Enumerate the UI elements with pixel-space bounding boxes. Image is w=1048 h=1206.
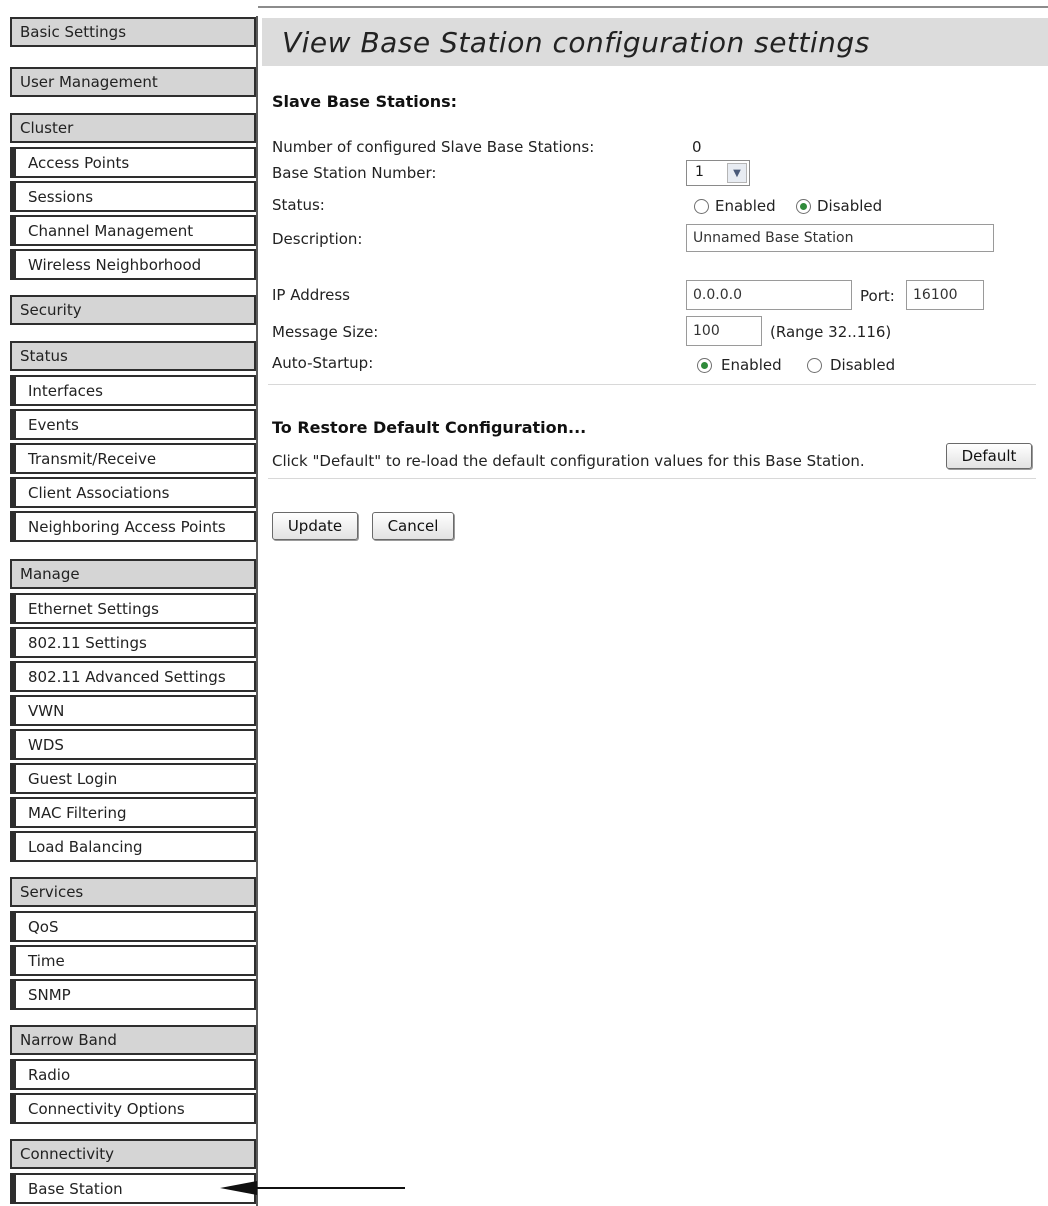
num-configured-label: Number of configured Slave Base Stations: <box>272 138 595 156</box>
sidebar-item-label: Security <box>20 301 82 319</box>
port-input[interactable]: 16100 <box>906 280 984 310</box>
sidebar-item-user-management[interactable] <box>10 67 256 97</box>
sidebar-item-label: Neighboring Access Points <box>28 517 226 536</box>
chevron-down-icon[interactable]: ▼ <box>727 163 747 183</box>
sidebar-item-neighboring-access-points[interactable] <box>10 511 256 542</box>
msg-size-label: Message Size: <box>272 323 379 341</box>
sidebar-item-802-11-settings[interactable] <box>10 627 256 658</box>
sidebar-item-ethernet-settings[interactable] <box>10 593 256 624</box>
update-button[interactable]: Update <box>272 512 358 540</box>
autostart-disabled-label: Disabled <box>830 356 896 374</box>
autostart-enabled-label: Enabled <box>721 356 782 374</box>
sidebar-item-manage[interactable] <box>10 559 256 589</box>
restore-text: Click "Default" to re-load the default configuration values for this Base Station. <box>272 452 865 470</box>
sidebar-item-label: Connectivity <box>20 1145 114 1163</box>
status-enabled-radio[interactable] <box>694 199 709 214</box>
sidebar-item-sessions[interactable] <box>10 181 256 212</box>
sidebar-item-radio[interactable] <box>10 1059 256 1090</box>
sidebar-item-services[interactable] <box>10 877 256 907</box>
sidebar-item-access-points[interactable] <box>10 147 256 178</box>
pointer-arrow-icon <box>215 1178 415 1198</box>
sidebar-item-label: Connectivity Options <box>28 1099 185 1118</box>
restore-header: To Restore Default Configuration... <box>272 418 587 437</box>
sidebar-nav <box>10 16 258 1206</box>
sidebar-item-narrow-band[interactable] <box>10 1025 256 1055</box>
sidebar-item-wireless-neighborhood[interactable] <box>10 249 256 280</box>
sidebar-item-wds[interactable] <box>10 729 256 760</box>
num-configured-value: 0 <box>692 138 702 156</box>
sidebar-item-label: Basic Settings <box>20 23 127 41</box>
msg-size-range: (Range 32..116) <box>770 323 892 341</box>
bs-number-label: Base Station Number: <box>272 164 437 182</box>
sidebar-item-cluster[interactable] <box>10 113 256 143</box>
sidebar-item-events[interactable] <box>10 409 256 440</box>
sidebar-item-label: SNMP <box>28 985 71 1004</box>
sidebar-item-label: Transmit/Receive <box>28 449 157 468</box>
sidebar-item-transmit-receive[interactable] <box>10 443 256 474</box>
status-label: Status: <box>272 196 325 214</box>
default-button[interactable]: Default <box>946 443 1032 469</box>
sidebar-item-label: Wireless Neighborhood <box>28 255 202 274</box>
sidebar-item-label: Time <box>28 951 65 970</box>
section-divider <box>268 384 1036 385</box>
port-label: Port: <box>860 287 895 305</box>
sidebar-item-label: 802.11 Settings <box>28 633 147 652</box>
sidebar-item-label: QoS <box>28 917 59 936</box>
sidebar-item-label: 802.11 Advanced Settings <box>28 667 226 686</box>
sidebar-item-label: Access Points <box>28 153 130 172</box>
sidebar-item-label: Narrow Band <box>20 1031 117 1049</box>
sidebar-item-label: MAC Filtering <box>28 803 127 822</box>
sidebar-item-mac-filtering[interactable] <box>10 797 256 828</box>
sidebar-item-security[interactable] <box>10 295 256 325</box>
sidebar-item-label: VWN <box>28 701 65 720</box>
status-disabled-radio[interactable] <box>796 199 811 214</box>
sidebar-item-label: Ethernet Settings <box>28 599 159 618</box>
page-title: View Base Station configuration settings <box>262 18 1048 66</box>
sidebar-item-connectivity-options[interactable] <box>10 1093 256 1124</box>
autostart-disabled-radio[interactable] <box>807 358 822 373</box>
description-label: Description: <box>272 230 363 248</box>
sidebar-item-802-11-advanced-settings[interactable] <box>10 661 256 692</box>
sidebar-item-status[interactable] <box>10 341 256 371</box>
sidebar-item-guest-login[interactable] <box>10 763 256 794</box>
sidebar-item-label: Status <box>20 347 68 365</box>
sidebar-item-label: WDS <box>28 735 64 754</box>
sidebar-item-connectivity[interactable] <box>10 1139 256 1169</box>
ip-address-input[interactable]: 0.0.0.0 <box>686 280 852 310</box>
description-input[interactable]: Unnamed Base Station <box>686 224 994 252</box>
bs-number-value: 1 <box>695 164 704 180</box>
bs-number-select[interactable] <box>686 160 750 186</box>
sidebar-item-label: Radio <box>28 1065 71 1084</box>
ip-label: IP Address <box>272 286 350 304</box>
sidebar-item-qos[interactable] <box>10 911 256 942</box>
sidebar-item-label: Cluster <box>20 119 74 137</box>
sidebar-item-label: User Management <box>20 73 158 91</box>
status-disabled-label: Disabled <box>817 197 883 215</box>
sidebar-item-load-balancing[interactable] <box>10 831 256 862</box>
msg-size-input[interactable]: 100 <box>686 316 762 346</box>
sidebar-item-time[interactable] <box>10 945 256 976</box>
sidebar-item-label: Services <box>20 883 84 901</box>
autostart-enabled-radio[interactable] <box>697 358 712 373</box>
sidebar-item-client-associations[interactable] <box>10 477 256 508</box>
sidebar-item-vwn[interactable] <box>10 695 256 726</box>
sidebar-item-label: Interfaces <box>28 381 103 400</box>
section-divider-2 <box>268 478 1036 479</box>
sidebar-item-label: Events <box>28 415 79 434</box>
sidebar-item-label: Guest Login <box>28 769 118 788</box>
sidebar-item-interfaces[interactable] <box>10 375 256 406</box>
section-header-slave: Slave Base Stations: <box>272 92 457 111</box>
sidebar-item-basic-settings[interactable] <box>10 17 256 47</box>
sidebar-item-label: Channel Management <box>28 221 194 240</box>
sidebar-item-snmp[interactable] <box>10 979 256 1010</box>
top-divider <box>258 6 1048 8</box>
sidebar-item-label: Base Station <box>28 1179 123 1198</box>
autostart-label: Auto-Startup: <box>272 354 374 372</box>
cancel-button[interactable]: Cancel <box>372 512 454 540</box>
sidebar-item-label: Sessions <box>28 187 94 206</box>
sidebar-item-label: Load Balancing <box>28 837 143 856</box>
sidebar-item-label: Manage <box>20 565 80 583</box>
status-enabled-label: Enabled <box>715 197 776 215</box>
sidebar-item-label: Client Associations <box>28 483 170 502</box>
sidebar-item-channel-management[interactable] <box>10 215 256 246</box>
